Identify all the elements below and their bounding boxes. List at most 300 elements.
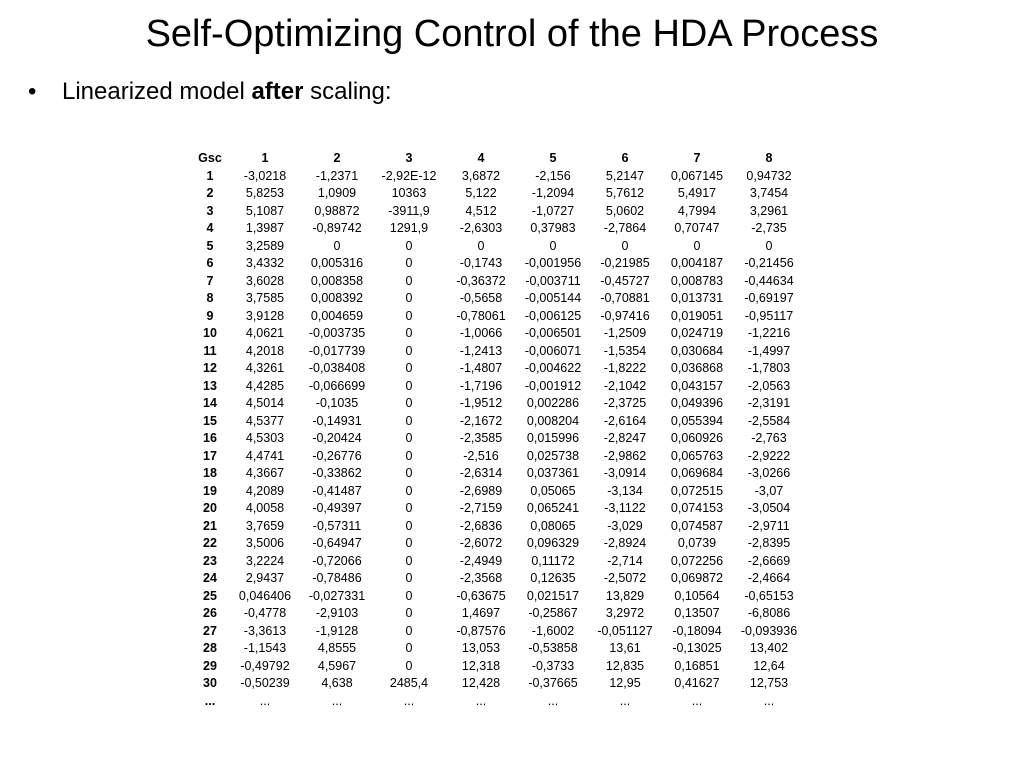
table-row <box>191 570 805 588</box>
table-cell: -0,051127 <box>597 623 653 638</box>
table-cell: 3,7454 <box>749 186 789 200</box>
table-row-label: 6 <box>206 256 214 270</box>
table-cell: -3,0914 <box>603 466 647 480</box>
table-cell: -0,26776 <box>312 448 362 463</box>
table-row-label: 25 <box>203 588 217 603</box>
table-cell: -2,6989 <box>459 483 503 498</box>
table-cell: 0,16851 <box>674 658 720 673</box>
table-row-label: 21 <box>203 518 217 533</box>
table-cell: 0,074153 <box>670 501 724 515</box>
table-cell: 0,98872 <box>314 203 360 218</box>
table-cell: -2,6303 <box>459 221 503 235</box>
table-cell: -1,0727 <box>531 203 575 218</box>
table-cell: 1,0909 <box>317 186 357 200</box>
bullet-text-bold: after <box>251 78 304 105</box>
table-row <box>191 290 805 308</box>
table-cell: -2,92E-12 <box>381 168 437 183</box>
table-cell: -0,4778 <box>243 606 287 620</box>
table-cell: -0,87576 <box>456 623 506 638</box>
table-cell: -0,003735 <box>308 326 366 340</box>
table-cell: 1,3987 <box>245 221 285 235</box>
table-cell: 0,043157 <box>670 378 724 393</box>
bullet-text-after: scaling: <box>303 78 392 105</box>
table-cell: 0 <box>477 238 485 253</box>
table-cell: 4,3667 <box>245 466 285 480</box>
table-cell: 0 <box>405 343 413 358</box>
table-row <box>191 220 805 238</box>
table-cell: 0,025738 <box>526 448 580 463</box>
table-cell: 0 <box>405 361 413 375</box>
bullet-text-before: Linearized model <box>62 78 252 105</box>
table-cell: 0,37983 <box>530 221 576 235</box>
table-cell: 4,3261 <box>245 361 285 375</box>
table-cell: -0,066699 <box>308 378 366 393</box>
table-header-col-6: 6 <box>621 151 629 165</box>
table-row-label: 7 <box>206 273 214 288</box>
table-row <box>191 518 805 536</box>
table-cell: 0 <box>405 326 413 340</box>
table-cell: 5,4917 <box>677 186 717 200</box>
table-cell: -0,5658 <box>459 291 503 305</box>
table-cell: -2,3725 <box>603 396 647 410</box>
table-row <box>191 395 805 413</box>
table-cell: 12,753 <box>749 676 789 690</box>
table-cell: 0,004659 <box>310 308 364 323</box>
table-cell: -0,44634 <box>744 273 794 288</box>
table-cell: 3,2972 <box>605 606 645 620</box>
table-cell: 0,004187 <box>670 256 724 270</box>
table-cell: 0 <box>693 238 701 253</box>
table-cell: -2,516 <box>463 448 499 463</box>
table-row-label: 8 <box>206 291 214 305</box>
table-header-col-7: 7 <box>693 151 701 165</box>
table-row-label: 17 <box>203 448 217 463</box>
table-cell: -3,1122 <box>604 501 646 515</box>
table-cell: -0,65153 <box>744 588 794 603</box>
table-cell: 3,4332 <box>245 256 285 270</box>
table-cell: -0,78486 <box>312 571 362 585</box>
table-cell: -0,70881 <box>600 291 650 305</box>
table-row <box>191 658 805 676</box>
table-cell: 5,7612 <box>605 186 645 200</box>
table-row-label: 24 <box>203 571 217 585</box>
table-cell: -0,33862 <box>312 466 362 480</box>
table-cell: 0 <box>405 413 413 428</box>
table-cell: 0,049396 <box>670 396 724 410</box>
table-header-gsc: Gsc <box>198 151 222 165</box>
table-cell: 0,12635 <box>530 571 576 585</box>
table-cell: 0,072515 <box>670 483 724 498</box>
table-cell: 4,5967 <box>317 658 357 673</box>
table-cell: 5,122 <box>465 186 497 200</box>
table-row <box>191 378 805 396</box>
table-cell: ... <box>259 693 271 708</box>
table-cell: -0,69197 <box>744 291 794 305</box>
table-row <box>191 360 805 378</box>
table-row <box>191 500 805 518</box>
table-cell: 3,2589 <box>245 238 285 253</box>
table-row-label: 2 <box>206 186 214 200</box>
bullet-item <box>28 76 392 108</box>
table-cell: ... <box>331 693 343 708</box>
table-cell: -2,7159 <box>459 501 503 515</box>
table-row <box>191 553 805 571</box>
table-cell: 12,64 <box>753 658 785 673</box>
table-cell: 0,015996 <box>526 431 580 445</box>
table-cell: 0 <box>405 518 413 533</box>
table-row <box>191 675 805 693</box>
table-cell: 2485,4 <box>389 676 429 690</box>
table-cell: -3,0266 <box>747 466 791 480</box>
table-cell: -0,005144 <box>524 291 582 305</box>
table-cell: -0,49792 <box>240 658 290 673</box>
table-cell: 5,2147 <box>605 168 645 183</box>
table-cell: 0,41627 <box>674 676 720 690</box>
table-row <box>191 325 805 343</box>
table-cell: 0 <box>405 448 413 463</box>
table-cell: -0,093936 <box>740 623 798 638</box>
table-cell: 5,0602 <box>605 203 645 218</box>
table-cell: -0,64947 <box>312 536 362 550</box>
table-cell: -2,8395 <box>747 536 791 550</box>
table-cell: -1,1543 <box>243 641 287 655</box>
table-cell: -0,001956 <box>524 256 582 270</box>
table-cell: 3,7585 <box>245 291 285 305</box>
table-cell: ... <box>691 693 703 708</box>
table-row <box>191 465 805 483</box>
table-cell: 0,002286 <box>526 396 580 410</box>
table-cell: -1,0066 <box>459 326 503 340</box>
table-cell: -3,3613 <box>243 623 287 638</box>
table-cell: 0,024719 <box>670 326 724 340</box>
table-cell: 0,030684 <box>670 343 724 358</box>
table-cell: -2,4949 <box>459 553 503 568</box>
table-cell: -3,0218 <box>243 168 287 183</box>
table-cell: 4,8555 <box>317 641 357 655</box>
table-cell: 0 <box>405 501 413 515</box>
table-cell: 0 <box>405 238 413 253</box>
table-cell: -0,017739 <box>308 343 366 358</box>
table-cell: -1,2371 <box>315 168 359 183</box>
table-cell: -1,2094 <box>531 186 575 200</box>
table-cell: 0,065241 <box>526 501 580 515</box>
table-cell: -3911,9 <box>388 203 430 218</box>
table-cell: 0,072256 <box>670 553 724 568</box>
table-cell: ... <box>619 693 631 708</box>
table-cell: 0,10564 <box>674 588 720 603</box>
table-header-col-1: 1 <box>261 151 269 165</box>
table-cell: -2,9222 <box>747 448 791 463</box>
table-cell: 0,08065 <box>530 518 576 533</box>
table-row <box>191 308 805 326</box>
table-cell: -0,1035 <box>315 396 359 410</box>
table-cell: 3,2961 <box>749 203 789 218</box>
table-cell: -1,2413 <box>459 343 503 358</box>
table-cell: 3,6028 <box>245 273 285 288</box>
table-cell: -2,735 <box>751 221 787 235</box>
table-header-row <box>191 150 805 168</box>
table-cell: 0,037361 <box>526 466 580 480</box>
table-row-label: 1 <box>206 168 214 183</box>
table-body <box>191 168 805 711</box>
slide-title: Self-Optimizing Control of the HDA Process <box>145 13 879 55</box>
table-cell: -0,1743 <box>459 256 503 270</box>
table-cell: -0,18094 <box>672 623 722 638</box>
table-row-label: 19 <box>203 483 217 498</box>
table-cell: -2,9862 <box>603 448 647 463</box>
table-cell: 0,008358 <box>310 273 364 288</box>
table-row-label: 10 <box>203 326 217 340</box>
table-cell: -0,36372 <box>456 273 506 288</box>
table-row <box>191 623 805 641</box>
table-cell: -2,3585 <box>459 431 503 445</box>
table-cell: -2,3568 <box>459 571 503 585</box>
table-cell: -2,6314 <box>459 466 503 480</box>
table-row-label: 14 <box>203 396 217 410</box>
table-cell: 0,94732 <box>746 168 792 183</box>
table-cell: 0,069684 <box>670 466 724 480</box>
table-row-label: ... <box>204 693 216 708</box>
table-cell: 4,638 <box>321 676 353 690</box>
table-cell: 0,021517 <box>526 588 580 603</box>
table-cell: 0,036868 <box>670 361 724 375</box>
table-cell: 0 <box>405 291 413 305</box>
table-cell: ... <box>763 693 775 708</box>
table-cell: -2,714 <box>607 553 643 568</box>
table-cell: 0 <box>405 571 413 585</box>
table-cell: -2,5584 <box>747 413 791 428</box>
table-cell: 4,5014 <box>245 396 285 410</box>
table-cell: 0 <box>405 623 413 638</box>
table-cell: -1,4807 <box>459 361 503 375</box>
table-cell: 4,0058 <box>245 501 285 515</box>
table-cell: 4,5303 <box>245 431 285 445</box>
table-row <box>191 430 805 448</box>
table-cell: 4,7994 <box>677 203 717 218</box>
table-cell: -0,41487 <box>312 483 362 498</box>
scaled-gain-matrix-table <box>191 150 805 710</box>
table-cell: -2,1042 <box>603 378 647 393</box>
table-row-label: 18 <box>203 466 217 480</box>
table-row-label: 12 <box>203 361 217 375</box>
table-cell: 12,428 <box>461 676 501 690</box>
table-cell: 0 <box>405 273 413 288</box>
table-cell: -0,49397 <box>312 501 362 515</box>
table-cell: 0,069872 <box>670 571 724 585</box>
table-cell: 13,61 <box>609 641 641 655</box>
table-cell: 4,4285 <box>245 378 285 393</box>
table-row-label: 4 <box>206 221 214 235</box>
table-row <box>191 185 805 203</box>
table-cell: ... <box>547 693 559 708</box>
table-row-label: 28 <box>203 641 217 655</box>
table-row-label: 23 <box>203 553 217 568</box>
table-cell: -0,50239 <box>240 676 290 690</box>
table-cell: -2,763 <box>751 431 787 445</box>
table-row-label: 13 <box>203 378 217 393</box>
table-row <box>191 413 805 431</box>
table-cell: -0,97416 <box>600 308 650 323</box>
table-row-label: 22 <box>203 536 217 550</box>
table-row-label: 9 <box>206 308 214 323</box>
table-cell: 13,053 <box>461 641 501 655</box>
table-cell: -0,95117 <box>744 308 794 323</box>
table-cell: 0,70747 <box>674 221 720 235</box>
table-header-col-2: 2 <box>333 151 341 165</box>
table-cell: -0,027331 <box>308 588 366 603</box>
table-cell: 4,2018 <box>245 343 285 358</box>
table-cell: 0 <box>405 256 413 270</box>
table-cell: -2,1672 <box>459 413 503 428</box>
table-cell: 0,008783 <box>670 273 724 288</box>
table-row-label: 30 <box>203 676 217 690</box>
table-cell: 0,008392 <box>310 291 364 305</box>
table-cell: -3,0504 <box>747 501 791 515</box>
table-cell: 0,067145 <box>670 168 724 183</box>
table-cell: -0,006501 <box>524 326 582 340</box>
table-cell: 0,0739 <box>677 536 717 550</box>
table-cell: -1,4997 <box>747 343 791 358</box>
table-cell: -3,07 <box>754 483 784 498</box>
table-cell: 0 <box>405 658 413 673</box>
table-cell: -0,72066 <box>312 553 362 568</box>
table-row <box>191 693 805 711</box>
table-cell: -2,3191 <box>747 396 791 410</box>
table-cell: 0,060926 <box>670 431 724 445</box>
table-cell: 4,512 <box>465 203 497 218</box>
table-cell: 0 <box>405 536 413 550</box>
table-cell: -2,9103 <box>315 606 359 620</box>
table-cell: -0,13025 <box>672 641 722 655</box>
table-cell: 0 <box>405 431 413 445</box>
table-cell: 3,5006 <box>245 536 285 550</box>
table-cell: -2,6669 <box>747 553 791 568</box>
table-cell: 4,5377 <box>245 413 285 428</box>
table-row-label: 20 <box>203 501 217 515</box>
table-cell: 0 <box>405 308 413 323</box>
table-cell: -0,006125 <box>524 308 582 323</box>
table-cell: -3,134 <box>607 483 643 498</box>
table-cell: -0,3733 <box>531 658 575 673</box>
table-cell: -1,6002 <box>531 623 575 638</box>
table-cell: 0 <box>405 378 413 393</box>
table-cell: 13,829 <box>605 588 645 603</box>
table-cell: 0,11172 <box>531 553 575 568</box>
table-cell: -6,8086 <box>747 606 791 620</box>
table-header-col-3: 3 <box>405 151 413 165</box>
table-header-col-8: 8 <box>765 151 773 165</box>
table-cell: 0 <box>405 466 413 480</box>
table-cell: 0,05065 <box>530 483 576 498</box>
table-cell: -2,8247 <box>603 431 647 445</box>
table-cell: ... <box>475 693 487 708</box>
table-cell: -2,7864 <box>603 221 647 235</box>
table-cell: -0,14931 <box>312 413 362 428</box>
table-cell: -0,004622 <box>524 361 582 375</box>
table-cell: 0 <box>333 238 341 253</box>
table-cell: -0,57311 <box>312 518 362 533</box>
table-row <box>191 448 805 466</box>
table-row <box>191 203 805 221</box>
table-cell: -2,6072 <box>459 536 503 550</box>
table-row-label: 3 <box>206 203 214 218</box>
table-cell: 0,096329 <box>526 536 580 550</box>
table-cell: 0,019051 <box>670 308 724 323</box>
table-cell: -0,038408 <box>308 361 366 375</box>
table-cell: -1,9128 <box>315 623 359 638</box>
table-row-label: 27 <box>203 623 217 638</box>
table-cell: 0,074587 <box>670 518 724 533</box>
table-cell: -0,001912 <box>524 378 582 393</box>
table-cell: 3,7659 <box>245 518 285 533</box>
table-cell: 4,0621 <box>245 326 285 340</box>
table-cell: 5,1087 <box>245 203 285 218</box>
table-cell: -2,0563 <box>747 378 791 393</box>
table-cell: -0,003711 <box>525 273 581 288</box>
table-cell: 1,4697 <box>461 606 501 620</box>
table-cell: -2,6164 <box>603 413 647 428</box>
table-row-label: 26 <box>203 606 217 620</box>
table-cell: 3,2224 <box>245 553 285 568</box>
table-cell: -0,53858 <box>528 641 578 655</box>
table-cell: -2,8924 <box>603 536 647 550</box>
table-cell: -0,78061 <box>456 308 506 323</box>
table-cell: -0,89742 <box>312 221 362 235</box>
table-cell: -1,7803 <box>747 361 791 375</box>
table-cell: 4,4741 <box>245 448 285 463</box>
table-cell: -1,2509 <box>603 326 647 340</box>
table-cell: ... <box>403 693 415 708</box>
table-cell: 1291,9 <box>389 221 429 235</box>
table-cell: -0,21456 <box>744 256 794 270</box>
table-cell: 0 <box>405 641 413 655</box>
table-cell: -1,7196 <box>459 378 503 393</box>
table-row <box>191 588 805 606</box>
table-row <box>191 273 805 291</box>
table-row-label: 16 <box>203 431 217 445</box>
table-cell: 12,95 <box>609 676 641 690</box>
table-cell: -1,5354 <box>603 343 647 358</box>
table-cell: 0,046406 <box>238 588 292 603</box>
table-row <box>191 535 805 553</box>
table-cell: -0,37665 <box>528 676 578 690</box>
table-cell: -1,8222 <box>603 361 647 375</box>
table-cell: 0,005316 <box>310 256 364 270</box>
table-cell: 0 <box>549 238 557 253</box>
table-row <box>191 168 805 186</box>
table-cell: 13,402 <box>749 641 789 655</box>
table-cell: -3,029 <box>607 518 643 533</box>
table-row <box>191 483 805 501</box>
table-cell: 5,8253 <box>245 186 285 200</box>
table-row-label: 5 <box>206 238 214 253</box>
table-cell: 0 <box>405 553 413 568</box>
table-cell: -2,6836 <box>459 518 503 533</box>
table-header-col-5: 5 <box>549 151 557 165</box>
table-row-label: 15 <box>203 413 217 428</box>
table-cell: -2,5072 <box>603 571 647 585</box>
table-cell: 0,065763 <box>670 448 724 463</box>
bullet-marker: • <box>28 78 37 105</box>
bullet-text <box>62 76 392 108</box>
table-cell: -0,63675 <box>456 588 506 603</box>
table-cell: 4,2089 <box>245 483 285 498</box>
table-cell: 0,013731 <box>670 291 724 305</box>
table-cell: 2,9437 <box>245 571 285 585</box>
table-cell: -0,25867 <box>528 606 578 620</box>
table-header-col-4: 4 <box>477 151 485 165</box>
table-cell: 0 <box>405 483 413 498</box>
